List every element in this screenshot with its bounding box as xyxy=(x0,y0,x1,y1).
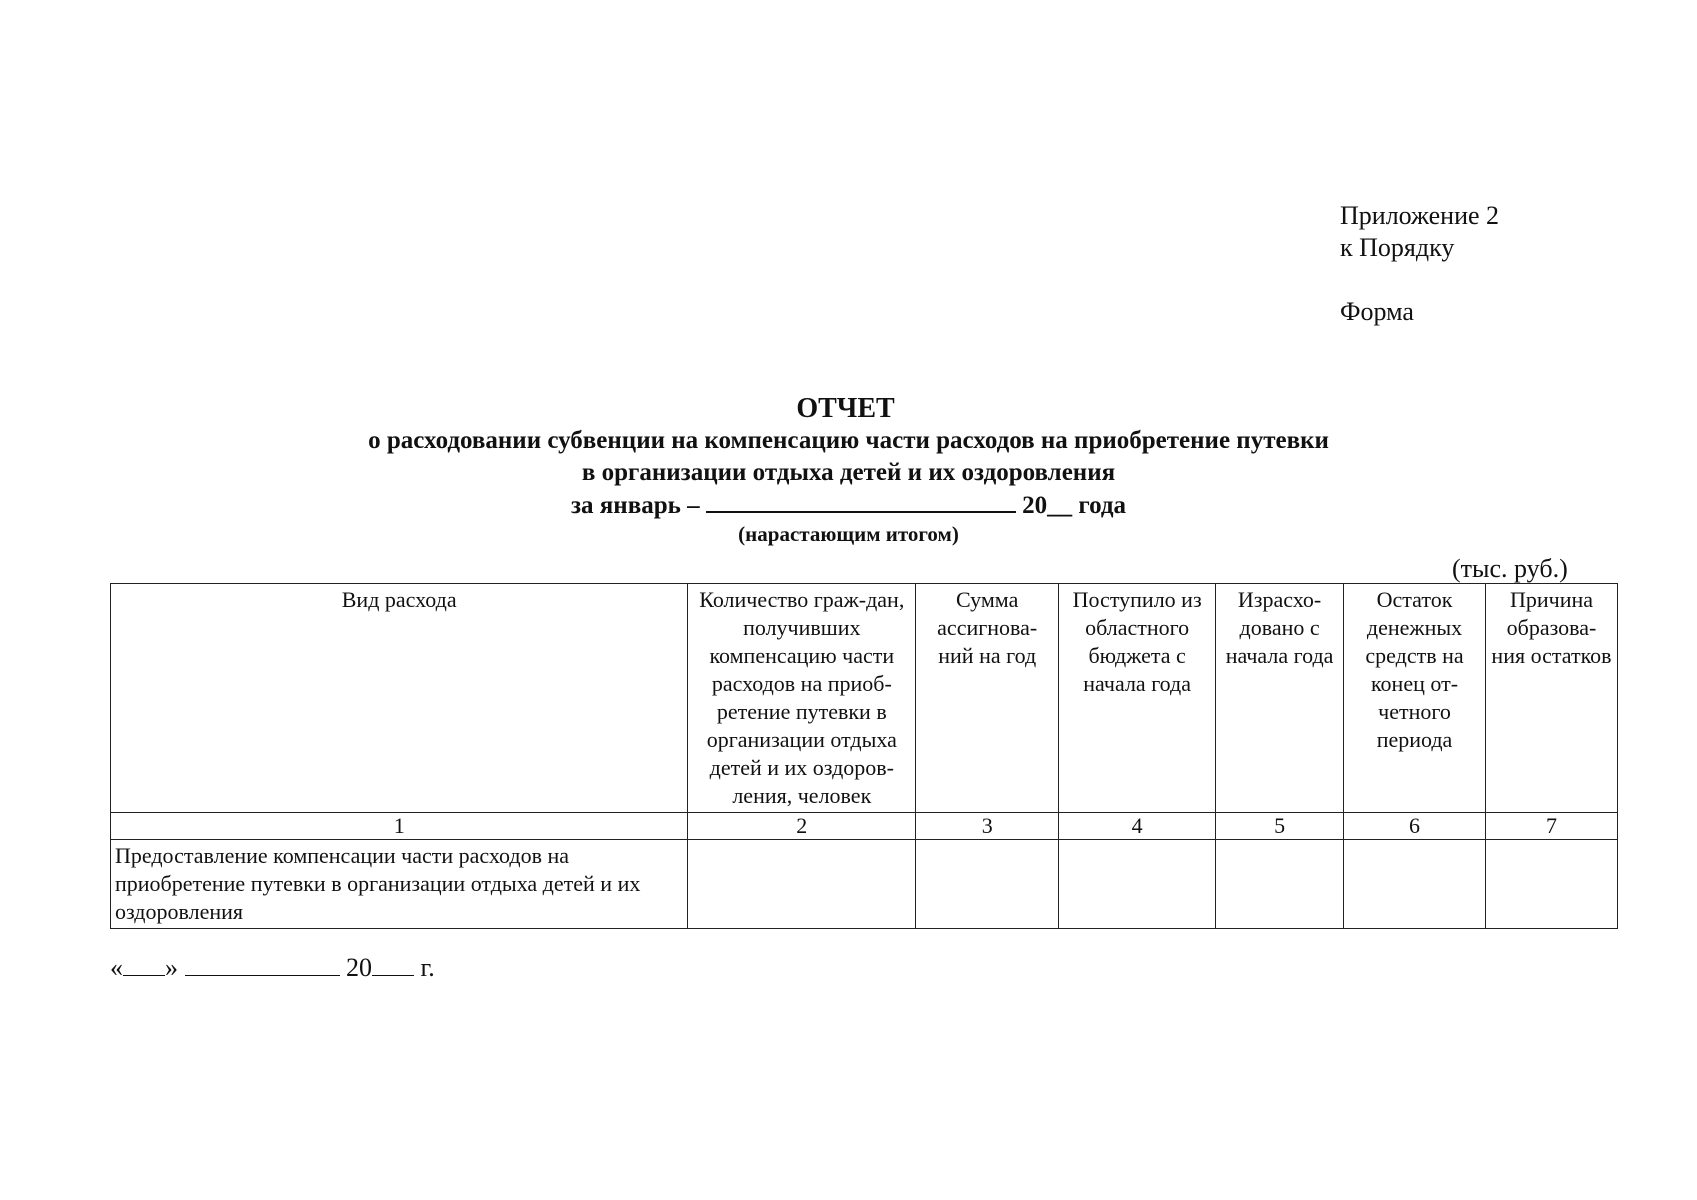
row-expense-type: Предоставление компенсации части расходов на приобретение путевки в организации отдыха детей и их оздоровления xyxy=(111,840,688,929)
report-table xyxy=(110,583,1618,929)
date-close-quote: » xyxy=(165,953,178,982)
report-title: ОТЧЕТ xyxy=(796,393,895,424)
column-number: 2 xyxy=(688,813,916,840)
report-subtitle-line2: в организации отдыха детей и их оздоровления xyxy=(581,459,1116,486)
date-open-quote: « xyxy=(110,953,123,982)
cell-balance-reason[interactable] xyxy=(1485,840,1617,929)
cell-citizens-count[interactable] xyxy=(688,840,916,929)
units-label: (тыс. руб.) xyxy=(1452,554,1568,583)
signature-date-line xyxy=(110,952,435,984)
month-blank-field[interactable] xyxy=(185,953,340,976)
year-prefix: 20 xyxy=(346,953,372,982)
period-blank-field[interactable] xyxy=(706,489,1016,513)
header-expense-type: Вид расхода xyxy=(111,584,688,813)
year-suffix: г. xyxy=(420,953,435,982)
column-number: 3 xyxy=(916,813,1059,840)
column-number: 5 xyxy=(1216,813,1344,840)
period-year: 20__ года xyxy=(1022,492,1126,519)
cell-balance[interactable] xyxy=(1344,840,1486,929)
report-title-block xyxy=(0,393,1697,548)
report-cumulative-note: (нарастающим итогом) xyxy=(738,522,959,546)
cell-received-from-budget[interactable] xyxy=(1059,840,1216,929)
appendix-block xyxy=(1340,200,1499,328)
column-number: 6 xyxy=(1344,813,1486,840)
column-number: 7 xyxy=(1485,813,1617,840)
header-balance: Остаток денежных средств на конец от-четного периода xyxy=(1344,584,1486,813)
report-period xyxy=(0,489,1697,522)
column-number: 1 xyxy=(111,813,688,840)
year-blank-field[interactable] xyxy=(372,953,414,976)
form-label: Форма xyxy=(1340,297,1414,326)
report-subtitle-line1: о расходовании субвенции на компенсацию части расходов на приобретение путевки xyxy=(368,427,1329,454)
period-prefix: за январь – xyxy=(570,492,700,519)
header-citizens-count: Количество граж-дан, получивших компенсацию части расходов на приоб-ретение путевки в организации отдыха детей и их оздоров-ления, человек xyxy=(688,584,916,813)
header-balance-reason: Причина образова-ния остатков xyxy=(1485,584,1617,813)
column-number: 4 xyxy=(1059,813,1216,840)
cell-spent[interactable] xyxy=(1216,840,1344,929)
table-row xyxy=(111,840,1618,929)
header-annual-allocation: Сумма ассигнова-ний на год xyxy=(916,584,1059,813)
cell-annual-allocation[interactable] xyxy=(916,840,1059,929)
column-number-row xyxy=(111,813,1618,840)
appendix-number: Приложение 2 xyxy=(1340,201,1500,230)
header-spent: Израсхо-довано с начала года xyxy=(1216,584,1344,813)
appendix-reference: к Порядку xyxy=(1340,233,1455,262)
header-received-from-budget: Поступило из областного бюджета с начала года xyxy=(1059,584,1216,813)
table-header-row xyxy=(111,584,1618,813)
day-blank-field[interactable] xyxy=(123,953,165,976)
